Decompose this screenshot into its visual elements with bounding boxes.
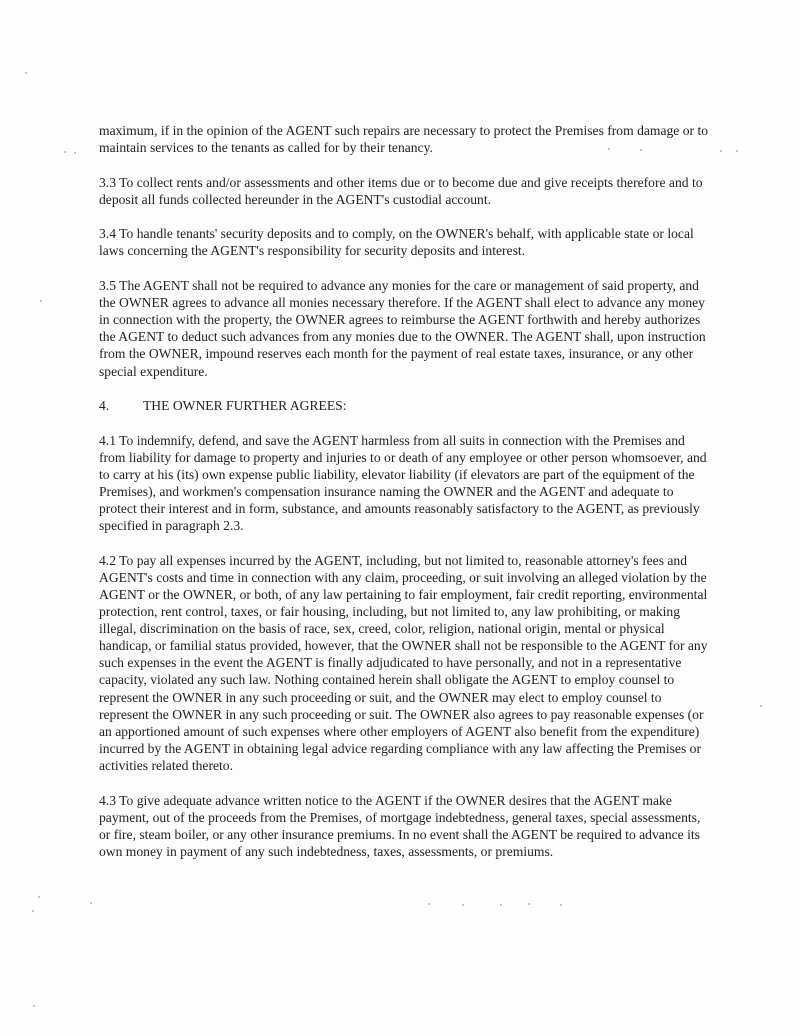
scan-speck [90,902,92,904]
scan-speck [33,1005,35,1007]
scan-speck [736,150,738,152]
scan-speck [74,152,76,154]
paragraph-4-2: 4.2 To pay all expenses incurred by the AGENT, including, but not limited to, reasonable attorney's fees and AGENT's costs and time in connection with any claim, proceeding, or suit involving an alleged violation by the AGENT or the OWNER, or both, of any law pertaining to fair employment, fair credit reporting, environmental protection, rent control, taxes, or fair housing, including, but not limited to, any law prohibiting, or making illegal, discrimination on the basis of race, sex, creed, color, religion, national origin, mental or physical handicap, or familial status provided, however, that the OWNER shall not be responsible to the AGENT for any such expenses in the event the AGENT is finally adjudicated to have personally, and not in a representative capacity, violated any such law. Nothing contained herein shall obligate the AGENT to employ counsel to represent the OWNER in any such proceeding or suit, and the OWNER may elect to employ counsel to represent the OWNER in any such proceeding or suit. The OWNER also agrees to pay reasonable expenses (or an apportioned amount of such expenses where other employers of AGENT also benefit from the expenditure) incurred by the AGENT in obtaining legal advice regarding compliance with any law affecting the Premises or activities related thereto. [99,552,708,773]
scan-speck [428,903,430,905]
scan-speck [760,705,762,707]
paragraph-4-1: 4.1 To indemnify, defend, and save the AGENT harmless from all suits in connection with the Premises and from liability for damage to property and injuries to or death of any employee or other person whomsoever, and to carry at his (its) own expense public liability, elevator liability (if elevators are part of the equipment of the Premises), and workmen's compensation insurance naming the OWNER and the AGENT and adequate to protect their interest and in form, substance, and amounts reasonably satisfactory to the AGENT, as previously specified in paragraph 2.3. [99,432,707,534]
document-body [99,122,711,877]
paragraph-3-3: 3.3 To collect rents and/or assessments and other items due or to become due and give receipts therefore and to deposit all funds collected hereunder in the AGENT's custodial account. [99,174,703,207]
section-4-title: THE OWNER FURTHER AGREES: [143,398,347,414]
scan-speck [64,151,66,153]
scan-speck [40,300,42,302]
scan-speck [25,72,27,74]
scan-speck [528,903,530,905]
scan-speck [462,904,464,906]
section-4-number: 4. [99,398,110,414]
scan-speck [38,896,40,898]
paragraph-continuation: maximum, if in the opinion of the AGENT such repairs are necessary to protect the Premises from damage or to maintain services to the tenants as called for by their tenancy. [99,123,709,156]
scan-speck [500,904,502,906]
scan-speck [32,910,34,912]
paragraph-3-5: 3.5 The AGENT shall not be required to advance any monies for the care or management of said property, and the OWNER agrees to advance all monies necessary therefore. If the AGENT shall elect to advance any money in connection with the property, the OWNER agrees to reimburse the AGENT forthwith and hereby authorizes the AGENT to deduct such advances from any monies due to the OWNER. The AGENT shall, upon instruction from the OWNER, impound reserves each month for the payment of real estate taxes, insurance, or any other special expenditure. [99,278,706,379]
paragraph-3-4: 3.4 To handle tenants' security deposits and to comply, on the OWNER's behalf, with applicable state or local laws concerning the AGENT's responsibility for security deposits and interest. [99,226,694,259]
paragraph-4-3: 4.3 To give adequate advance written notice to the AGENT if the OWNER desires that the AGENT make payment, out of the proceeds from the Premises, of mortgage indebtedness, general taxes, special assessments, or fire, steam boiler, or any other insurance premiums. In no event shall the AGENT be required to advance its own money in payment of any such indebtedness, taxes, assessments, or premiums. [99,792,701,859]
scan-speck [720,150,722,152]
scan-speck [560,904,562,906]
section-4-heading [99,397,711,414]
